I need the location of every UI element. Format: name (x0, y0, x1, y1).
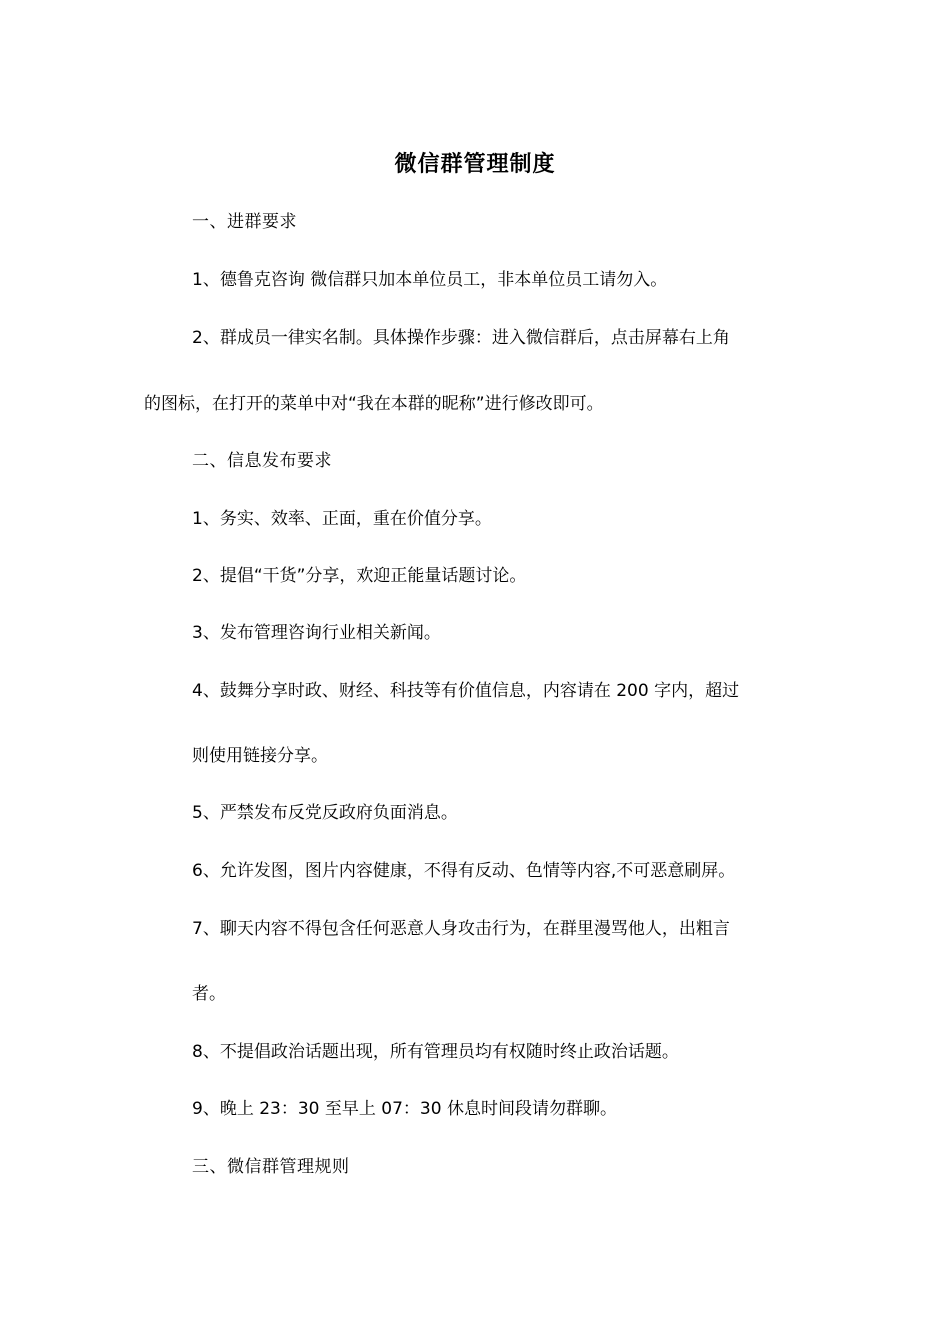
section-heading-management-rules: 三、微信群管理规则 (192, 1157, 350, 1177)
page-title: 微信群管理制度 (394, 151, 556, 177)
paragraph-posting-item-2: 2、提倡“干货”分享，欢迎正能量话题讨论。 (192, 566, 527, 586)
paragraph-posting-item-3: 3、发布管理咨询行业相关新闻。 (192, 623, 441, 643)
paragraph-posting-item-6: 6、允许发图，图片内容健康，不得有反动、色情等内容,不可恶意刷屏。 (192, 861, 736, 881)
section-heading-posting-requirements: 二、信息发布要求 (192, 451, 332, 471)
paragraph-posting-item-9: 9、晚上 23：30 至早上 07：30 休息时间段请勿群聊。 (192, 1099, 617, 1119)
paragraph-posting-item-5: 5、严禁发布反党反政府负面消息。 (192, 803, 458, 823)
paragraph-posting-item-8: 8、不提倡政治话题出现，所有管理员均有权随时终止政治话题。 (192, 1042, 679, 1062)
paragraph-posting-item-7-line-2: 者。 (192, 984, 226, 1004)
paragraph-posting-item-4-line-1: 4、鼓舞分享时政、财经、科技等有价值信息，内容请在 200 字内，超过 (192, 681, 740, 701)
paragraph-entry-item-2-line-2: 的图标，在打开的菜单中对“我在本群的昵称”进行修改即可。 (144, 394, 604, 414)
paragraph-entry-item-1: 1、德鲁克咨询 微信群只加本单位员工，非本单位员工请勿入。 (192, 270, 668, 290)
paragraph-posting-item-1: 1、务实、效率、正面，重在价值分享。 (192, 509, 492, 529)
paragraph-posting-item-4-line-2: 则使用链接分享。 (192, 746, 328, 766)
paragraph-posting-item-7-line-1: 7、聊天内容不得包含任何恶意人身攻击行为，在群里漫骂他人，出粗言 (192, 919, 730, 939)
paragraph-entry-item-2-line-1: 2、群成员一律实名制。具体操作步骤：进入微信群后，点击屏幕右上角 (192, 328, 730, 348)
section-heading-entry-requirements: 一、进群要求 (192, 212, 297, 232)
